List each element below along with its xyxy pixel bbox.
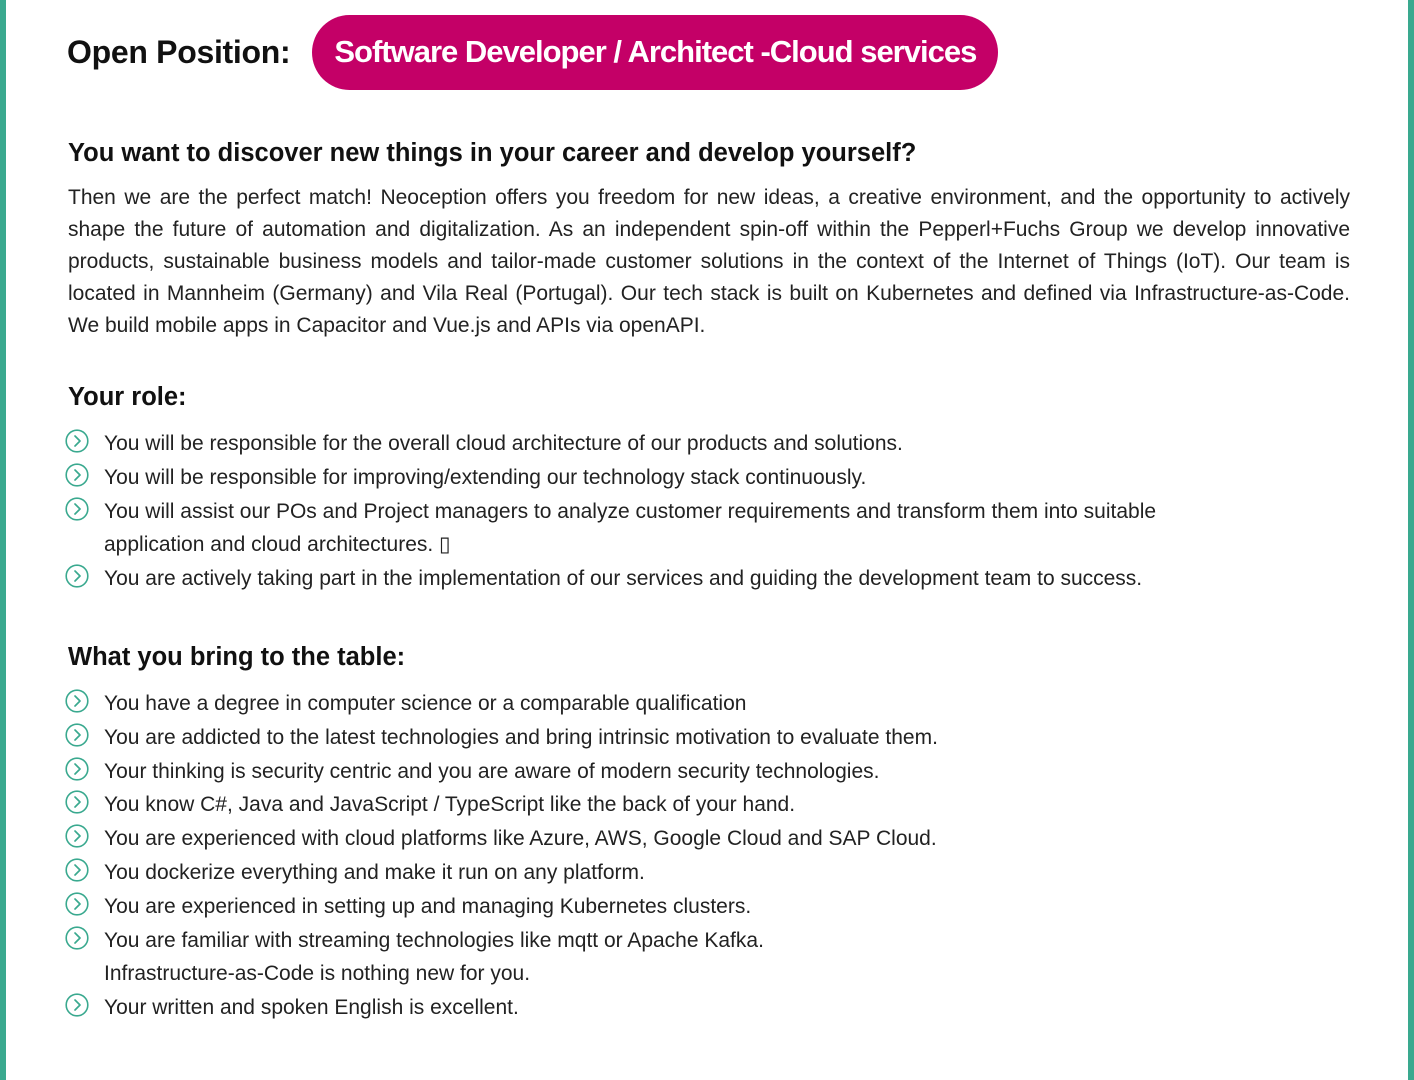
chevron-right-circle-icon: [64, 688, 90, 714]
role-list: [64, 427, 1156, 596]
role-item-line: You will be responsible for improving/extending our technology stack continuously.: [104, 465, 867, 489]
requirements-list: [64, 687, 938, 1025]
requirement-item-line: You are addicted to the latest technologies and bring intrinsic motivation to evaluate them.: [104, 725, 938, 749]
chevron-right-circle-icon: [64, 496, 90, 522]
requirement-item-line: You have a degree in computer science or a comparable qualification: [104, 692, 747, 715]
requirement-item: [64, 890, 938, 924]
open-position-label: Open Position:: [67, 33, 291, 70]
requirement-item-line: Your written and spoken English is excellent.: [104, 996, 519, 1020]
role-item-line: You are actively taking part in the implementation of our services and guiding the development team to success.: [104, 567, 1143, 591]
role-item: [64, 562, 1156, 596]
requirement-item-line: You are familiar with streaming technologies like mqtt or Apache Kafka.: [104, 928, 764, 952]
chevron-right-circle-icon: [64, 722, 90, 748]
right-border-stripe: [1408, 0, 1414, 1080]
chevron-right-circle-icon: [64, 891, 90, 917]
requirement-item-text: [104, 822, 937, 856]
chevron-right-circle-icon: [64, 857, 90, 883]
intro-paragraph: Then we are the perfect match! Neoception offers you freedom for new ideas, a creative environment, and the opportunity to actively shape the future of automation and digitalization. As an independent spin-off within the Pepperl+Fuchs Group we develop innovative products, sustainable business models and tailor-made customer solutions in the context of the Internet of Things (IoT). Our team is located in Mannheim (Germany) and Vila Real (Portugal). Our tech stack is built on Kubernetes and defined via Infrastructure-as-Code. We build mobile apps in Capacitor and Vue.js and APIs via openAPI.: [68, 186, 1350, 337]
requirement-item-line: Your thinking is security centric and you are aware of modern security technologies.: [104, 759, 880, 783]
role-item: [64, 495, 1156, 563]
chevron-right-circle-icon: [64, 756, 90, 782]
role-item: [64, 427, 1156, 461]
role-heading: Your role:: [68, 383, 187, 411]
chevron-right-circle-icon: [64, 789, 90, 815]
requirement-item-line: You are experienced in setting up and managing Kubernetes clusters.: [104, 894, 752, 918]
requirement-item: [64, 687, 938, 721]
role-item-line: You will be responsible for the overall cloud architecture of our products and solutions.: [104, 432, 903, 455]
role-item-line: application and cloud architectures. ▯: [104, 533, 451, 557]
chevron-right-circle-icon: [64, 823, 90, 849]
chevron-right-circle-icon: [64, 462, 90, 488]
requirement-item-line: You are experienced with cloud platforms like Azure, AWS, Google Cloud and SAP Cloud.: [104, 827, 937, 851]
requirement-item-text: [104, 788, 795, 822]
requirement-item: [64, 822, 938, 856]
requirement-item: [64, 924, 938, 992]
chevron-right-circle-icon: [64, 428, 90, 454]
requirement-item-text: [104, 687, 746, 721]
chevron-right-circle-icon: [64, 992, 90, 1018]
requirement-item: [64, 788, 938, 822]
chevron-right-circle-icon: [64, 563, 90, 589]
requirement-item-text: [104, 856, 645, 890]
bring-heading: What you bring to the table:: [68, 643, 406, 671]
position-title-badge: Software Developer / Architect -Cloud services: [312, 15, 998, 90]
role-item-text: [104, 562, 1142, 596]
requirement-item-line: You know C#, Java and JavaScript / TypeScript like the back of your hand.: [104, 793, 796, 817]
intro-heading: You want to discover new things in your career and develop yourself?: [68, 139, 917, 167]
role-item-text: [104, 461, 866, 495]
role-item-line: You will assist our POs and Project managers to analyze customer requirements and transform them into suitable: [104, 499, 1157, 523]
role-item-text: [104, 495, 1156, 563]
chevron-right-circle-icon: [64, 925, 90, 951]
left-border-stripe: [0, 0, 6, 1080]
requirement-item: [64, 755, 938, 789]
requirement-item-text: [104, 991, 519, 1025]
requirement-item-text: [104, 755, 879, 789]
requirement-item: [64, 856, 938, 890]
requirement-item-line: Infrastructure-as-Code is nothing new for you.: [104, 962, 531, 986]
requirement-item-text: [104, 924, 764, 992]
header: [67, 14, 998, 90]
requirement-item: [64, 721, 938, 755]
requirement-item-text: [104, 721, 938, 755]
role-item: [64, 461, 1156, 495]
requirement-item-line: You dockerize everything and make it run on any platform.: [104, 860, 645, 884]
requirement-item: [64, 991, 938, 1025]
requirement-item-text: [104, 890, 751, 924]
role-item-text: [104, 427, 903, 461]
